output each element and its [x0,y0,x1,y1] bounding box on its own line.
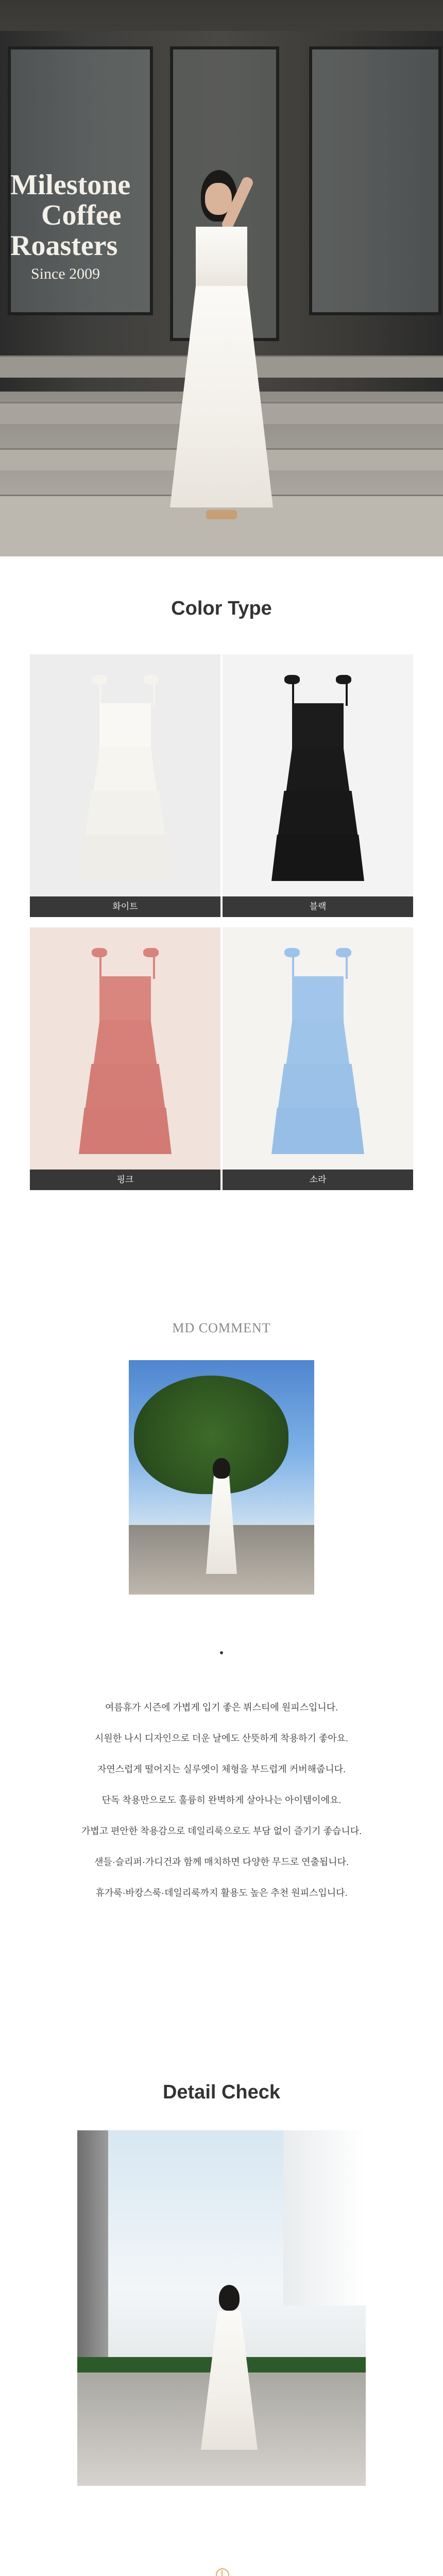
color-swatch-pink [30,927,220,1190]
cafe-sign [10,170,130,282]
storefront-window-right [309,46,441,315]
sign-line: Roasters [10,229,118,262]
color-swatch-black [223,654,413,917]
md-comment-line: 자연스럽게 떨어지는 실루엣이 체형을 부드럽게 커버해줍니다. [97,1764,346,1774]
sign-line: Coffee [41,199,122,231]
model-hair [213,1458,230,1479]
tree [134,1376,288,1494]
color-label: 소라 [223,1170,413,1190]
detail-check-title: Detail Check [162,2081,281,2103]
detail-photo-corridor [77,2130,366,2486]
dress-bodice [196,227,247,289]
color-type-title: Color Type [171,598,272,619]
md-comment-line: 휴가룩·바캉스룩·데일리룩까지 활용도 높은 추천 원피스입니다. [95,1888,348,1898]
detail-check-icon [216,2568,229,2576]
dress-white-image [79,675,172,881]
md-comment-line: 여름휴가 시즌에 가볍게 입기 좋은 뷔스티에 원피스입니다. [105,1702,338,1713]
sign-line: Milestone [10,169,131,201]
hero-photo [0,0,443,556]
model-dress [201,2311,258,2450]
color-label: 블랙 [223,896,413,917]
divider-dot [220,1651,223,1654]
sign-since: Since 2009 [31,265,100,283]
dress-pink-image [79,948,172,1154]
dress-black-image [271,675,364,881]
model-figure [160,170,283,541]
md-comment-line: 가볍고 편안한 착용감으로 데일리룩으로도 부담 없이 즐기기 좋습니다. [81,1826,362,1836]
dress-skirt [170,286,273,507]
md-comment-line: 샌들·슬리퍼·가디건과 함께 매치하면 다양한 무드로 연출됩니다. [94,1857,349,1867]
md-comment-title: MD COMMENT [172,1320,271,1335]
building-wall [283,2130,366,2306]
md-comment-line: 시원한 나시 디자인으로 더운 날에도 산뜻하게 착용하기 좋아요. [94,1733,349,1743]
model-hair [219,2285,240,2311]
color-label: 핑크 [30,1170,220,1190]
md-comment-photo [129,1360,314,1595]
color-label: 화이트 [30,896,220,917]
md-comment-line: 단독 착용만으로도 훌륭히 완벽하게 살아나는 아이템이에요. [101,1795,342,1805]
color-swatch-skyblue [223,927,413,1190]
color-swatch-white [30,654,220,917]
dress-skyblue-image [271,948,364,1154]
model-sandals [206,510,237,519]
